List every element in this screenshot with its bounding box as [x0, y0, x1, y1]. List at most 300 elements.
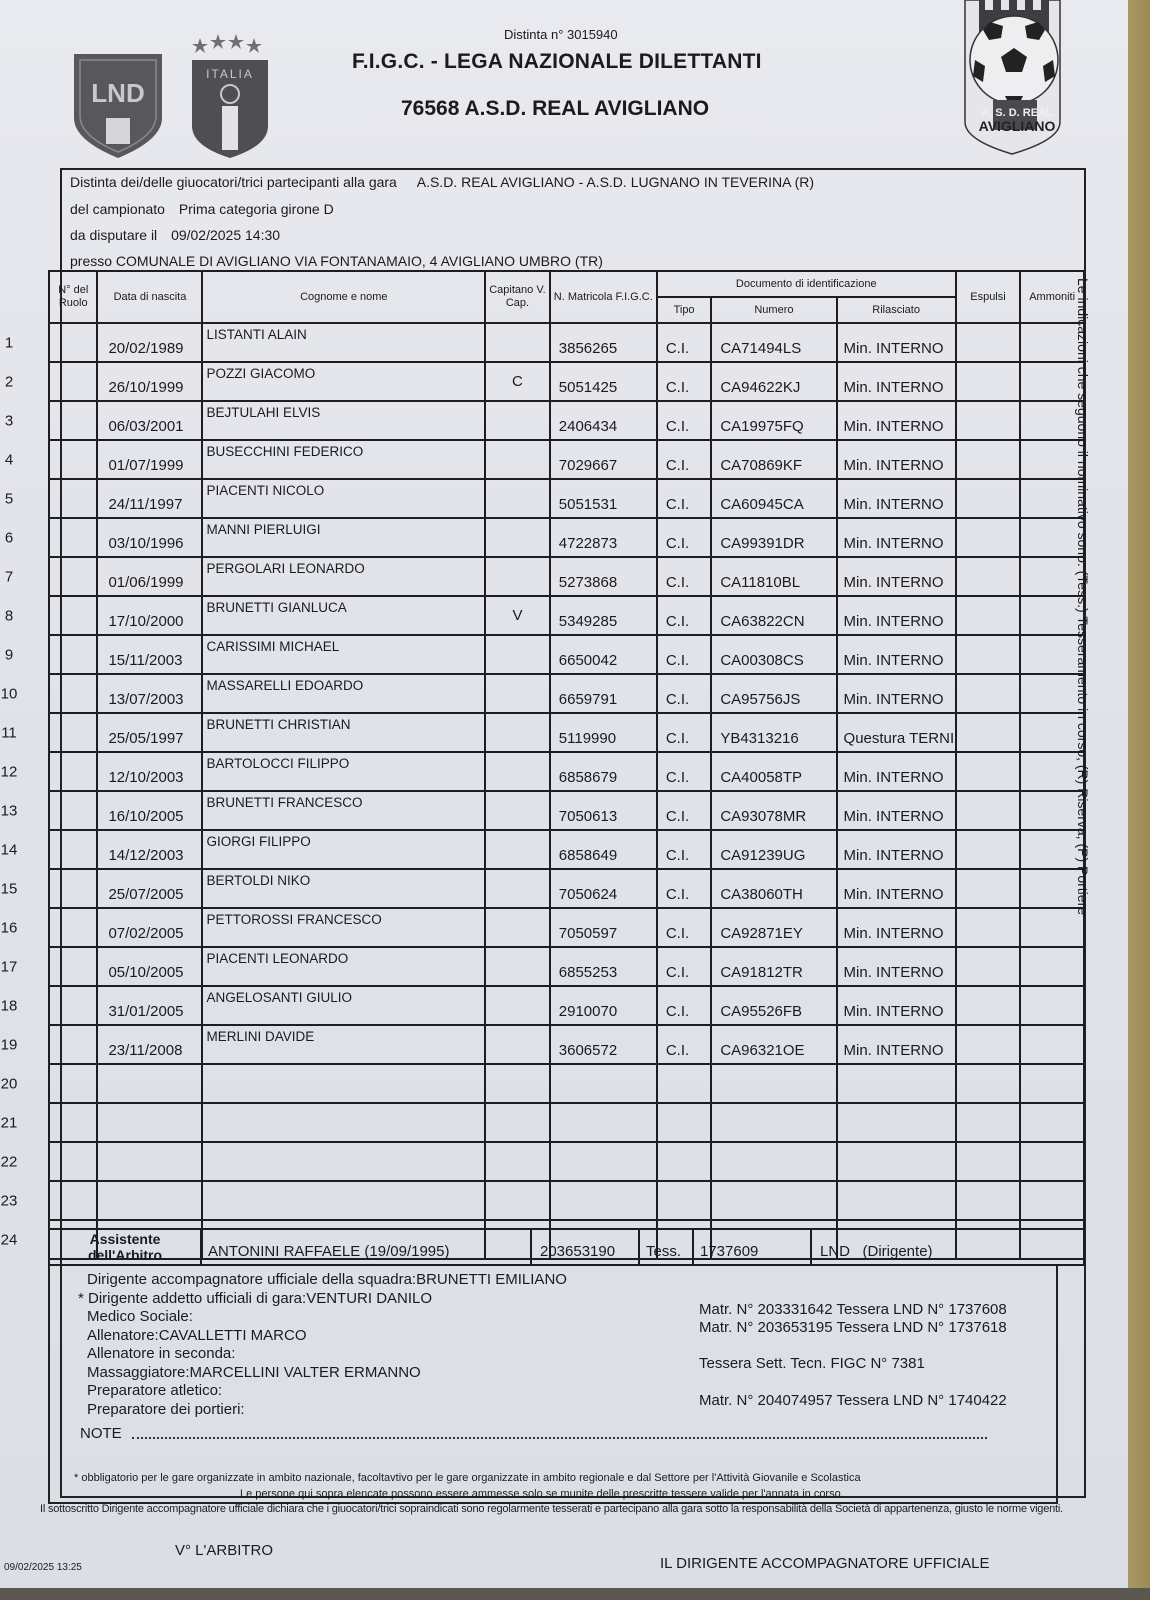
header-ammoniti: Ammoniti	[1020, 271, 1084, 323]
row-number: 19	[0, 1036, 18, 1053]
row-number: 18	[0, 997, 18, 1014]
player-row	[49, 674, 1084, 713]
ruolo-cell[interactable]	[0, 908, 97, 947]
doc-type-cell: C.I.	[657, 323, 712, 362]
club-title: 76568 A.S.D. REAL AVIGLIANO	[401, 97, 710, 120]
espulsi-cell[interactable]	[956, 947, 1021, 986]
row-number: 9	[4, 646, 14, 663]
doc-number-cell: YB4313216	[711, 713, 836, 752]
staff-id-2: Matr. N° 203653195 Tessera LND N° 1737618	[699, 1319, 1007, 1336]
row-number: 13	[0, 802, 18, 819]
captain-cell	[485, 986, 550, 1025]
doc-issuer-cell	[837, 1064, 956, 1103]
espulsi-cell[interactable]	[956, 1142, 1021, 1181]
staff-list	[78, 1271, 567, 1419]
espulsi-cell[interactable]	[956, 440, 1021, 479]
ammoniti-cell[interactable]	[1020, 1142, 1084, 1181]
espulsi-cell[interactable]	[956, 323, 1021, 362]
row-number: 4	[4, 451, 14, 468]
assistant-label-line2: dell'Arbitro	[87, 1247, 163, 1263]
ruolo-cell[interactable]	[0, 1142, 97, 1181]
espulsi-cell[interactable]	[956, 791, 1021, 830]
player-row	[49, 1103, 1084, 1142]
row-number: 2	[4, 373, 14, 390]
doc-number-cell: CA95526FB	[711, 986, 836, 1025]
row-number: 7	[4, 568, 14, 585]
matricola-cell: 3606572	[550, 1025, 657, 1064]
row-number: 3	[4, 412, 14, 429]
espulsi-cell[interactable]	[956, 674, 1021, 713]
doc-number-cell: CA71494LS	[711, 323, 836, 362]
doc-number-cell: CA96321OE	[711, 1025, 836, 1064]
birth-date-cell	[97, 1064, 202, 1103]
player-name-cell	[202, 1142, 485, 1181]
doc-type-cell: C.I.	[657, 986, 712, 1025]
player-row	[49, 1142, 1084, 1181]
doc-issuer-cell: Min. INTERNO	[837, 518, 956, 557]
player-name-cell: POZZI GIACOMO	[202, 362, 485, 401]
player-row	[49, 596, 1084, 635]
doc-issuer-cell: Min. INTERNO	[837, 791, 956, 830]
captain-cell	[485, 830, 550, 869]
staff-line-coach: Allenatore:CAVALLETTI MARCO	[87, 1326, 307, 1344]
captain-cell	[485, 1064, 550, 1103]
captain-cell: V	[485, 596, 550, 635]
player-row	[49, 830, 1084, 869]
doc-type-cell	[657, 1142, 712, 1181]
birth-date-cell: 20/02/1989	[97, 323, 202, 362]
doc-number-cell: CA92871EY	[711, 908, 836, 947]
staff-id-3: Tessera Sett. Tecn. FIGC N° 7381	[699, 1355, 925, 1372]
row-number: 1	[4, 334, 14, 351]
player-name-cell: PETTOROSSI FRANCESCO	[202, 908, 485, 947]
doc-number-cell	[711, 1103, 836, 1142]
matricola-cell: 5349285	[550, 596, 657, 635]
doc-issuer-cell	[837, 1181, 956, 1220]
ruolo-cell[interactable]	[0, 1181, 97, 1220]
espulsi-cell[interactable]	[956, 401, 1021, 440]
doc-issuer-cell: Min. INTERNO	[837, 479, 956, 518]
doc-type-cell: C.I.	[657, 479, 712, 518]
espulsi-cell[interactable]	[956, 1103, 1021, 1142]
birth-date-cell: 06/03/2001	[97, 401, 202, 440]
matricola-cell: 5051425	[550, 362, 657, 401]
header-rilasciato: Rilasciato	[837, 297, 956, 323]
player-row	[49, 557, 1084, 596]
birth-date-cell	[97, 1103, 202, 1142]
print-timestamp: 09/02/2025 13:25	[4, 1562, 82, 1573]
player-name-cell: BARTOLOCCI FILIPPO	[202, 752, 485, 791]
player-name-cell: BRUNETTI CHRISTIAN	[202, 713, 485, 752]
ammoniti-cell[interactable]	[1020, 1025, 1084, 1064]
doc-issuer-cell	[837, 1103, 956, 1142]
doc-number-cell: CA91239UG	[711, 830, 836, 869]
captain-cell	[485, 1142, 550, 1181]
ruolo-cell[interactable]	[0, 869, 97, 908]
row-number: 10	[0, 685, 18, 702]
header-name: Cognome e nome	[202, 271, 485, 323]
player-name-cell: PIACENTI NICOLO	[202, 479, 485, 518]
espulsi-cell[interactable]	[956, 1064, 1021, 1103]
espulsi-cell[interactable]	[956, 830, 1021, 869]
player-row	[49, 752, 1084, 791]
espulsi-cell[interactable]	[956, 869, 1021, 908]
doc-type-cell: C.I.	[657, 440, 712, 479]
match-label: Distinta dei/delle giuocatori/trici partecipanti alla gara	[70, 174, 397, 190]
date-line	[70, 227, 280, 243]
match-line	[70, 174, 814, 190]
assistant-tess-label: Tess.	[640, 1230, 694, 1264]
ruolo-cell[interactable]	[4, 479, 97, 518]
ruolo-cell[interactable]	[0, 752, 97, 791]
row-number: 8	[4, 607, 14, 624]
date-label: da disputare il	[70, 227, 158, 243]
doc-type-cell	[657, 1064, 712, 1103]
doc-issuer-cell: Min. INTERNO	[837, 830, 956, 869]
doc-issuer-cell: Min. INTERNO	[837, 323, 956, 362]
ammoniti-cell[interactable]	[1020, 1181, 1084, 1220]
doc-issuer-cell: Min. INTERNO	[837, 557, 956, 596]
doc-type-cell: C.I.	[657, 557, 712, 596]
doc-number-cell	[711, 1142, 836, 1181]
club-crest-text-1: A. S. D. REAL	[981, 107, 1053, 119]
doc-type-cell: C.I.	[657, 362, 712, 401]
referee-signature-label: V° L'ARBITRO	[175, 1542, 274, 1559]
player-name-cell: LISTANTI ALAIN	[202, 323, 485, 362]
notes-label: NOTE	[80, 1425, 122, 1442]
ruolo-cell[interactable]	[4, 440, 97, 479]
birth-date-cell	[97, 1181, 202, 1220]
ruolo-cell[interactable]	[0, 674, 97, 713]
header-tipo: Tipo	[657, 297, 712, 323]
footnote-obligatory: * obbligatorio per le gare organizzate in ambito nazionale, facoltavtivo per le gare organizzate in ambito regionale e dal Settore per l'Attività Giovanile e Scolastica	[74, 1472, 861, 1484]
espulsi-cell[interactable]	[956, 479, 1021, 518]
championship-label: del campionato	[70, 201, 165, 217]
birth-date-cell: 15/11/2003	[97, 635, 202, 674]
ruolo-cell[interactable]	[0, 1064, 97, 1103]
championship-value: Prima categoria girone D	[178, 201, 334, 217]
doc-issuer-cell: Min. INTERNO	[837, 596, 956, 635]
venue-line	[70, 253, 603, 269]
captain-cell	[485, 635, 550, 674]
espulsi-cell[interactable]	[956, 362, 1021, 401]
federation-title: F.I.G.C. - LEGA NAZIONALE DILETTANTI	[352, 50, 762, 73]
player-row	[49, 635, 1084, 674]
birth-date-cell: 12/10/2003	[97, 752, 202, 791]
captain-cell: C	[485, 362, 550, 401]
player-row	[49, 947, 1084, 986]
doc-type-cell: C.I.	[657, 752, 712, 791]
doc-number-cell	[711, 1064, 836, 1103]
player-name-cell: GIORGI FILIPPO	[202, 830, 485, 869]
birth-date-cell: 07/02/2005	[97, 908, 202, 947]
matricola-cell	[550, 1181, 657, 1220]
doc-issuer-cell	[837, 1142, 956, 1181]
player-name-cell: BEJTULAHI ELVIS	[202, 401, 485, 440]
row-number: 6	[4, 529, 14, 546]
doc-number-cell: CA00308CS	[711, 635, 836, 674]
staff-line-goalkeeper-trainer: Preparatore dei portieri:	[87, 1400, 245, 1418]
doc-number-cell: CA60945CA	[711, 479, 836, 518]
staff-line-athletic-trainer: Preparatore atletico:	[87, 1382, 223, 1399]
staff-line-assistant-coach: Allenatore in seconda:	[87, 1345, 236, 1362]
captain-cell	[485, 557, 550, 596]
espulsi-cell[interactable]	[956, 908, 1021, 947]
matricola-cell: 6858679	[550, 752, 657, 791]
player-name-cell	[202, 1064, 485, 1103]
player-row	[49, 440, 1084, 479]
doc-issuer-cell: Questura TERNI	[837, 713, 956, 752]
row-number: 5	[4, 490, 14, 507]
player-name-cell: BERTOLDI NIKO	[202, 869, 485, 908]
player-name-cell: BRUNETTI GIANLUCA	[202, 596, 485, 635]
doc-issuer-cell: Min. INTERNO	[837, 635, 956, 674]
matricola-cell: 5273868	[550, 557, 657, 596]
row-number: 16	[0, 919, 18, 936]
ruolo-cell[interactable]	[0, 830, 97, 869]
header-captain: Capitano V. Cap.	[485, 271, 550, 323]
club-crest-text-2: AVIGLIANO	[978, 118, 1056, 134]
player-name-cell: PIACENTI LEONARDO	[202, 947, 485, 986]
captain-cell	[485, 1025, 550, 1064]
doc-issuer-cell: Min. INTERNO	[837, 674, 956, 713]
doc-number-cell: CA63822CN	[711, 596, 836, 635]
player-row	[49, 791, 1084, 830]
captain-cell	[485, 869, 550, 908]
player-name-cell	[202, 1181, 485, 1220]
birth-date-cell	[97, 1142, 202, 1181]
doc-type-cell: C.I.	[657, 947, 712, 986]
row-number: 11	[1, 724, 17, 741]
captain-cell	[485, 479, 550, 518]
lnd-logo	[70, 48, 166, 160]
row-number: 15	[0, 880, 18, 897]
doc-type-cell: C.I.	[657, 869, 712, 908]
ammoniti-cell[interactable]	[1020, 1103, 1084, 1142]
venue-value: COMUNALE DI AVIGLIANO VIA FONTANAMAIO, 4 AVIGLIANO UMBRO (TR)	[115, 253, 603, 269]
ruolo-cell[interactable]	[0, 947, 97, 986]
row-number: 23	[0, 1192, 18, 1209]
header-ruolo: N° del Ruolo	[49, 271, 97, 323]
ammoniti-cell[interactable]	[1020, 1064, 1084, 1103]
espulsi-cell[interactable]	[956, 1025, 1021, 1064]
declaration-text: Il sottoscritto Dirigente accompagnatore ufficiale dichiara che i giuocatori/trici sopraindicati sono regolarmente tesserati e partecipano alla gara sotto la responsabilità della Società di appartenenza, giusto le norme vigenti.	[40, 1503, 1064, 1515]
doc-type-cell: C.I.	[657, 908, 712, 947]
assistant-tess-number: 1737609	[694, 1230, 812, 1264]
captain-cell	[485, 947, 550, 986]
doc-issuer-cell: Min. INTERNO	[837, 752, 956, 791]
assistant-role: LND (Dirigente)	[820, 1243, 933, 1260]
doc-issuer-cell: Min. INTERNO	[837, 440, 956, 479]
birth-date-cell: 14/12/2003	[97, 830, 202, 869]
captain-cell	[485, 1103, 550, 1142]
notes-field[interactable]	[132, 1437, 987, 1439]
ammoniti-cell[interactable]	[1020, 986, 1084, 1025]
captain-cell	[485, 908, 550, 947]
player-row	[49, 323, 1084, 362]
doc-number-cell: CA70869KF	[711, 440, 836, 479]
matricola-cell: 7050624	[550, 869, 657, 908]
distinta-number: Distinta n° 3015940	[504, 27, 618, 42]
matricola-cell: 7050597	[550, 908, 657, 947]
espulsi-cell[interactable]	[956, 635, 1021, 674]
espulsi-cell[interactable]	[956, 557, 1021, 596]
ruolo-cell[interactable]	[0, 1103, 97, 1142]
player-row	[49, 713, 1084, 752]
row-number: 20	[0, 1075, 18, 1092]
ruolo-cell[interactable]	[4, 557, 97, 596]
manager-signature-label: IL DIRIGENTE ACCOMPAGNATORE UFFICIALE	[660, 1555, 990, 1572]
doc-type-cell: C.I.	[657, 713, 712, 752]
doc-type-cell: C.I.	[657, 518, 712, 557]
matricola-cell: 3856265	[550, 323, 657, 362]
row-number: 14	[0, 841, 18, 858]
ruolo-cell[interactable]	[0, 791, 97, 830]
ruolo-cell[interactable]	[0, 1025, 97, 1064]
row-number: 22	[0, 1153, 18, 1170]
date-value: 09/02/2025 14:30	[171, 227, 281, 243]
captain-cell	[485, 1181, 550, 1220]
player-name-cell: MERLINI DAVIDE	[202, 1025, 485, 1064]
assistant-label	[50, 1230, 202, 1264]
doc-issuer-cell: Min. INTERNO	[837, 869, 956, 908]
player-name-cell: ANGELOSANTI GIULIO	[202, 986, 485, 1025]
player-row	[49, 401, 1084, 440]
player-name-cell	[202, 1103, 485, 1142]
row-number: 12	[0, 763, 18, 780]
doc-issuer-cell: Min. INTERNO	[837, 1025, 956, 1064]
assistant-label-line1: Assistente	[89, 1231, 161, 1247]
player-row	[49, 479, 1084, 518]
espulsi-cell[interactable]	[956, 752, 1021, 791]
espulsi-cell[interactable]	[956, 713, 1021, 752]
ruolo-cell[interactable]	[1, 713, 97, 752]
staff-id-4: Matr. N° 204074957 Tessera LND N° 1740422	[699, 1392, 1007, 1409]
player-row	[49, 518, 1084, 557]
ruolo-cell[interactable]	[4, 635, 97, 674]
players-table	[0, 270, 1085, 1260]
doc-issuer-cell: Min. INTERNO	[837, 362, 956, 401]
row-number: 17	[0, 958, 18, 975]
ruolo-cell[interactable]	[0, 986, 97, 1025]
birth-date-cell: 01/06/1999	[97, 557, 202, 596]
ruolo-cell[interactable]	[4, 518, 97, 557]
header-numero: Numero	[711, 297, 836, 323]
matricola-cell: 2406434	[550, 401, 657, 440]
matricola-cell: 5119990	[550, 713, 657, 752]
matricola-cell: 4722873	[550, 518, 657, 557]
doc-type-cell: C.I.	[657, 596, 712, 635]
ruolo-cell[interactable]	[4, 596, 97, 635]
lnd-logo-text: LND	[91, 78, 145, 108]
ruolo-cell[interactable]	[4, 362, 97, 401]
row-number: 24	[0, 1231, 18, 1248]
doc-number-cell: CA40058TP	[711, 752, 836, 791]
doc-number-cell: CA11810BL	[711, 557, 836, 596]
player-row	[49, 986, 1084, 1025]
header-birth-date: Data di nascita	[97, 271, 202, 323]
matricola-cell: 7050613	[550, 791, 657, 830]
championship-line	[70, 201, 334, 217]
captain-cell	[485, 752, 550, 791]
matricola-cell: 7029667	[550, 440, 657, 479]
birth-date-cell: 23/11/2008	[97, 1025, 202, 1064]
doc-type-cell: C.I.	[657, 791, 712, 830]
birth-date-cell: 16/10/2005	[97, 791, 202, 830]
staff-line-doctor: Medico Sociale:	[87, 1308, 193, 1325]
footnote-persons: Le persone qui sopra elencate possono essere ammesse solo se munite delle prescritte tessere valide per l'annata in corso.	[240, 1488, 844, 1500]
player-row	[49, 1064, 1084, 1103]
birth-date-cell: 25/07/2005	[97, 869, 202, 908]
ruolo-cell[interactable]	[4, 401, 97, 440]
assistant-name: ANTONINI RAFFAELE (19/09/1995)	[202, 1230, 532, 1264]
birth-date-cell: 01/07/1999	[97, 440, 202, 479]
player-name-cell: BUSECCHINI FEDERICO	[202, 440, 485, 479]
player-name-cell: PERGOLARI LEONARDO	[202, 557, 485, 596]
header-document: Documento di identificazione	[657, 271, 956, 297]
doc-type-cell: C.I.	[657, 401, 712, 440]
italia-logo-text: ITALIA	[206, 67, 254, 81]
matricola-cell: 2910070	[550, 986, 657, 1025]
staff-line-referee-liaison: * Dirigente addetto ufficiali di gara:VENTURI DANILO	[78, 1289, 433, 1307]
captain-cell	[485, 518, 550, 557]
player-name-cell: MANNI PIERLUIGI	[202, 518, 485, 557]
player-row	[49, 869, 1084, 908]
doc-number-cell: CA93078MR	[711, 791, 836, 830]
header-matricola: N. Matricola F.I.G.C.	[550, 271, 657, 323]
ruolo-cell[interactable]	[4, 323, 97, 362]
staff-line-masseur: Massaggiatore:MARCELLINI VALTER ERMANNO	[87, 1363, 421, 1381]
player-row	[49, 1025, 1084, 1064]
birth-date-cell: 03/10/1996	[97, 518, 202, 557]
player-row	[49, 908, 1084, 947]
matricola-cell: 6659791	[550, 674, 657, 713]
birth-date-cell: 13/07/2003	[97, 674, 202, 713]
side-legend-note: Le indicazioni che seguono il nominativo sono: (Tess.) Tesseramento in corso, (R) Riserva, (P) Portiere	[1075, 278, 1091, 916]
player-name-cell: CARISSIMI MICHAEL	[202, 635, 485, 674]
espulsi-cell[interactable]	[956, 518, 1021, 557]
espulsi-cell[interactable]	[956, 596, 1021, 635]
player-name-cell: MASSARELLI EDOARDO	[202, 674, 485, 713]
match-value: A.S.D. REAL AVIGLIANO - A.S.D. LUGNANO IN TEVERINA (R)	[416, 174, 815, 190]
row-number: 21	[0, 1114, 18, 1131]
captain-cell	[485, 674, 550, 713]
captain-cell	[485, 440, 550, 479]
birth-date-cell: 24/11/1997	[97, 479, 202, 518]
espulsi-cell[interactable]	[956, 986, 1021, 1025]
captain-cell	[485, 401, 550, 440]
venue-label: presso	[70, 253, 113, 269]
assistant-matricola: 203653190	[532, 1230, 640, 1264]
club-crest-logo	[955, 0, 1070, 156]
table-surface	[0, 1588, 1150, 1600]
matricola-cell: 6858649	[550, 830, 657, 869]
player-row	[49, 1181, 1084, 1220]
espulsi-cell[interactable]	[956, 1181, 1021, 1220]
matricola-cell	[550, 1103, 657, 1142]
doc-number-cell: CA94622KJ	[711, 362, 836, 401]
birth-date-cell: 17/10/2000	[97, 596, 202, 635]
doc-type-cell	[657, 1181, 712, 1220]
doc-number-cell: CA38060TH	[711, 869, 836, 908]
birth-date-cell: 31/01/2005	[97, 986, 202, 1025]
italia-logo	[188, 30, 272, 160]
assistant-referee-row	[48, 1228, 1085, 1266]
doc-number-cell	[711, 1181, 836, 1220]
staff-id-1: Matr. N° 203331642 Tessera LND N° 1737608	[699, 1301, 1007, 1318]
birth-date-cell: 26/10/1999	[97, 362, 202, 401]
player-row	[49, 362, 1084, 401]
